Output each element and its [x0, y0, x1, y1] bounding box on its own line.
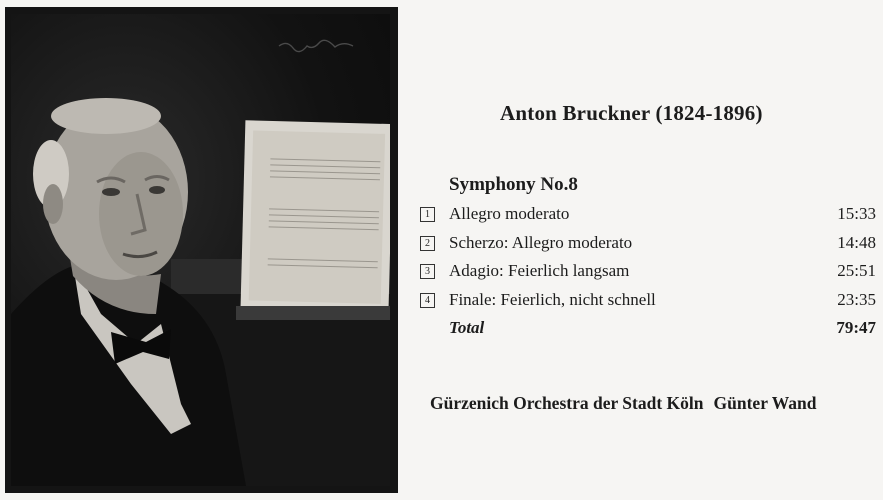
track-title: Allegro moderato: [449, 204, 570, 223]
orchestra-name: Gürzenich Orchestra der Stadt Köln: [430, 393, 704, 413]
right-eye: [149, 186, 165, 194]
work-title: Symphony No.8: [449, 174, 578, 195]
track-duration: 25:51: [837, 261, 876, 280]
track-row: [420, 288, 880, 317]
track-row: [420, 202, 880, 231]
conductor-name: Günter Wand: [713, 393, 817, 413]
left-eye: [102, 188, 120, 196]
track-row: [420, 259, 880, 288]
hair-top: [51, 98, 161, 134]
track-duration: 14:48: [837, 232, 876, 252]
track-title: Scherzo: Allegro moderato: [449, 232, 633, 252]
signature-mark: [279, 40, 353, 51]
composer-photo: [11, 14, 390, 486]
performers-credit: [430, 393, 816, 414]
track-number-box: 1: [420, 207, 435, 222]
ear: [43, 184, 63, 224]
track-duration: 23:35: [837, 289, 876, 309]
track-list: [420, 202, 880, 345]
sheet-music-ledge: [236, 306, 390, 320]
total-row: [420, 316, 880, 345]
track-number-box: 2: [420, 236, 435, 251]
track-duration: 15:33: [837, 204, 876, 223]
track-number-box: 3: [420, 264, 435, 279]
sheet-music: [241, 120, 390, 312]
track-title: Finale: Feierlich, nicht schnell: [449, 289, 656, 309]
composer-portrait-image: [11, 14, 390, 486]
track-title: Adagio: Feierlich langsam: [449, 261, 630, 280]
track-number-box: 4: [420, 293, 435, 308]
composer-photo-frame: [5, 7, 398, 493]
composer-name: Anton Bruckner (1824-1896): [500, 101, 763, 125]
total-duration: 79:47: [836, 318, 876, 337]
total-label: Total: [449, 318, 485, 337]
track-row: [420, 231, 880, 260]
